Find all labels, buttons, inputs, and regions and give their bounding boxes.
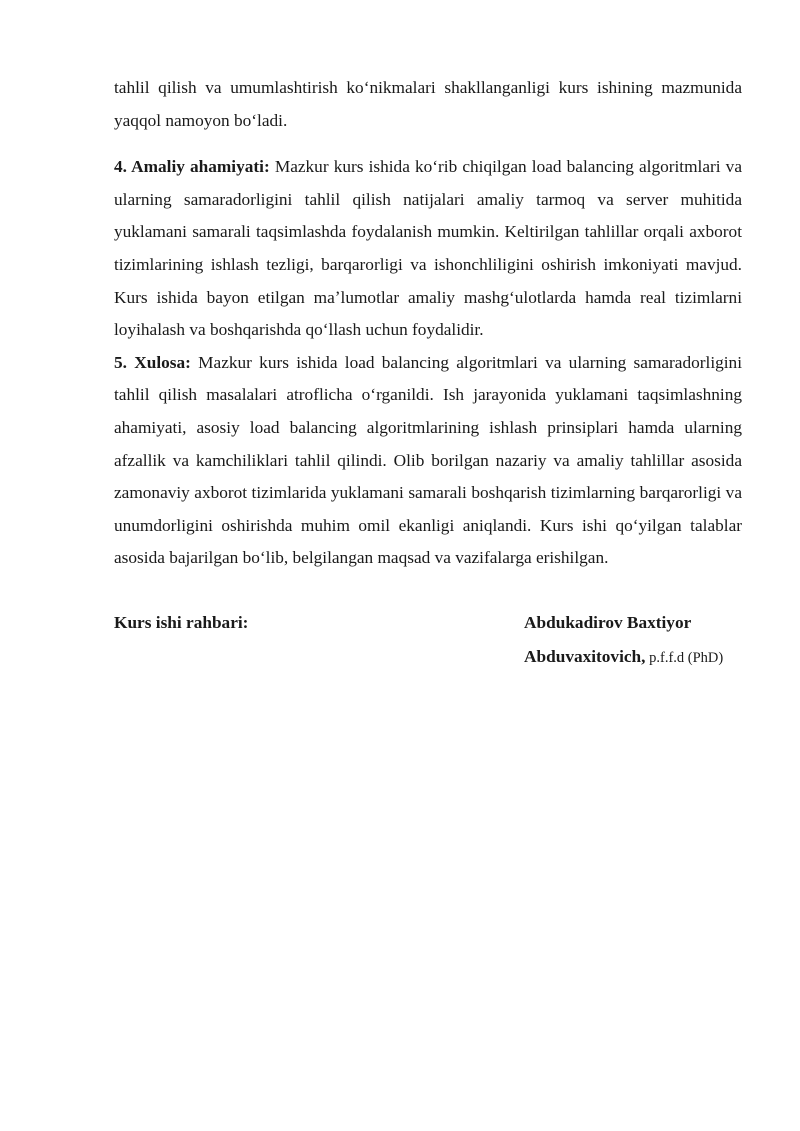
supervisor-name-block — [524, 606, 744, 675]
section-4-paragraph — [114, 151, 742, 347]
document-page — [114, 72, 742, 686]
section-5-paragraph — [114, 347, 742, 575]
supervisor-name-line2 — [524, 640, 744, 675]
supervisor-label: Kurs ishi rahbari: — [114, 612, 249, 632]
supervisor-degree: p.f.f.d (PhD) — [645, 649, 724, 666]
supervisor-name-line1: Abdukadirov Baxtiyor — [524, 612, 692, 632]
section-4-heading: 4. Amaliy ahamiyati: — [114, 157, 270, 177]
section-4-text: Mazkur kurs ishida koʻrib chiqilgan load balancing algoritmlari va ularning samaradorligini tahlil qilish natijalari amaliy tarmoq va server muhitida yuklamani samarali taqsimlashda foydalanish mumkin. Keltirilgan tahlillar orqali axborot tizimlarining ishlash tezligi, barqarorligi va ishonchliligini oshirish imkoniyati mavjud. Kurs ishida bayon etilgan maʼlumotlar amaliy mashgʻulotlarda hamda real tizimlarni loyihalash va boshqarishda qoʻllash uchun foydalidir. — [114, 157, 742, 340]
intro-text: tahlil qilish va umumlashtirish koʻnikmalari shakllanganligi kurs ishining mazmunida yaqqol namoyon boʻladi. — [114, 78, 742, 130]
intro-paragraph — [114, 72, 742, 137]
signature-block — [114, 606, 742, 686]
section-5-text: Mazkur kurs ishida load balancing algoritmlari va ularning samaradorligini tahlil qilish masalalari atroflicha oʻrganildi. Ish jarayonida yuklamani taqsimlashning ahamiyati, asosiy load balancing algoritmlarining ishlash prinsiplari hamda ularning afzallik va kamchiliklari tahlil qilindi. Olib borilgan nazariy va amaliy tahlillar asosida zamonaviy axborot tizimlarida yuklamani samarali boshqarish tizimlarning barqarorligi va unumdorligini oshirishda muhim omil ekanligi aniqlandi. Kurs ishi qoʻyilgan talablar asosida bajarilgan boʻlib, belgilangan maqsad va vazifalarga erishilgan. — [114, 352, 742, 568]
supervisor-patronymic: Abduvaxitovich, — [524, 646, 646, 666]
section-5-heading: 5. Xulosa: — [114, 352, 191, 372]
